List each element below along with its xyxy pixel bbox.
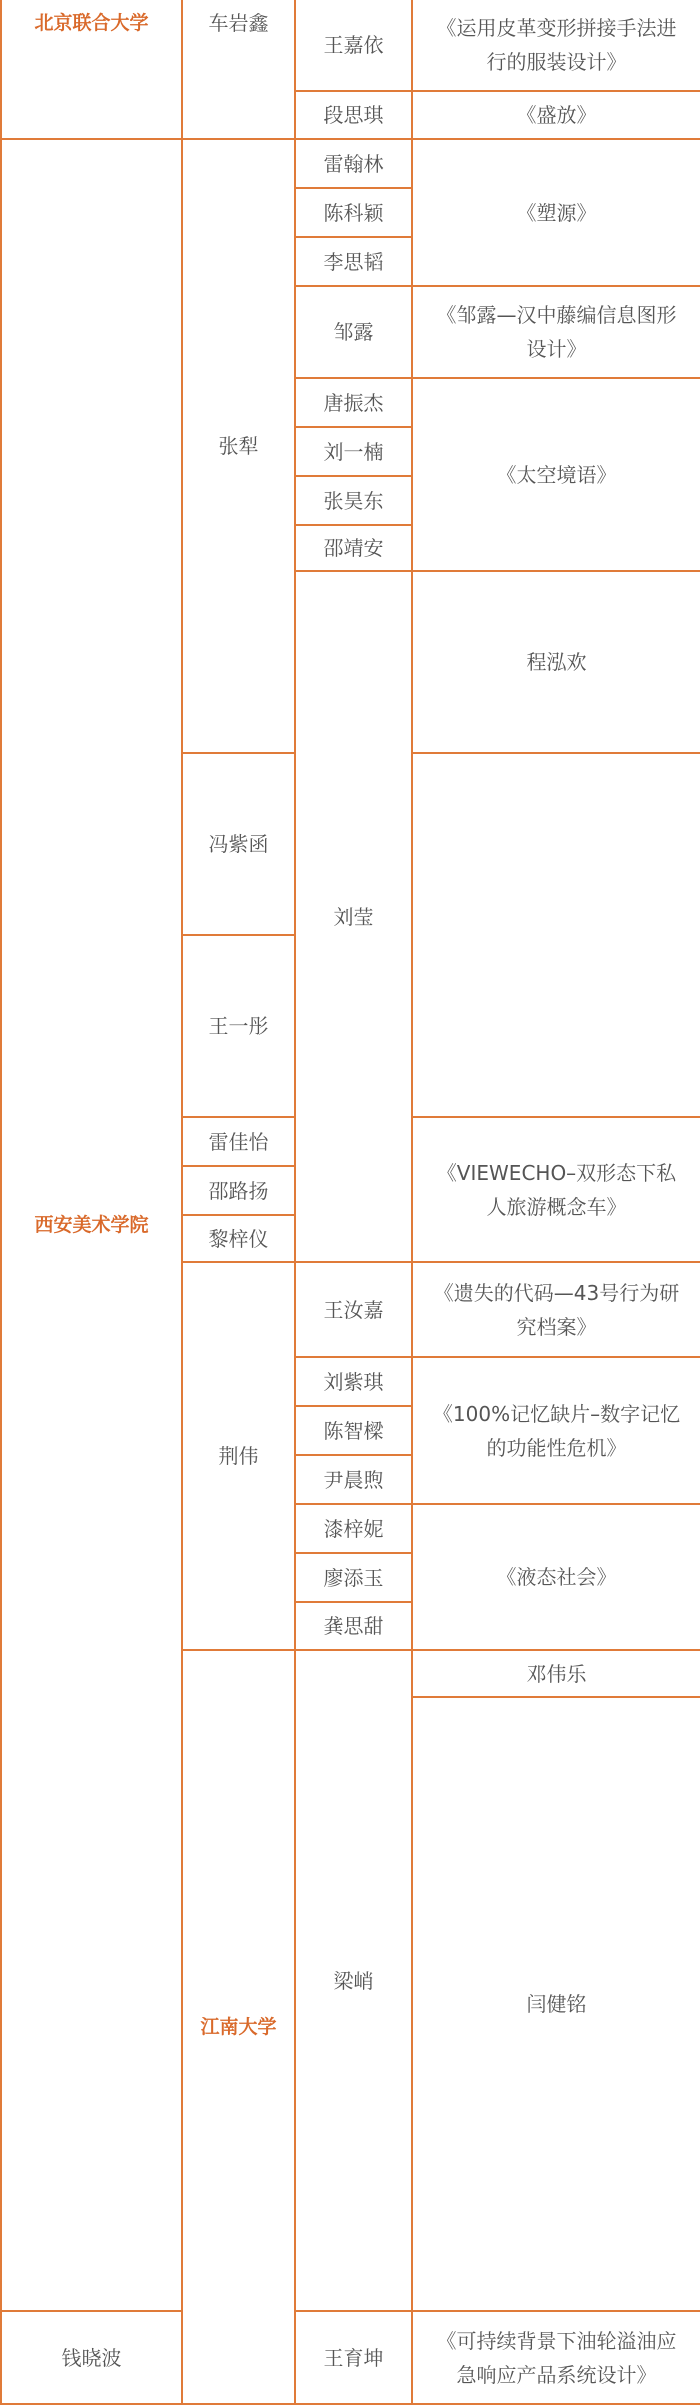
work-title-cell: 《塑源》 (412, 139, 700, 286)
student-cell: 邹露 (295, 286, 412, 378)
student-cell: 雷翰林 (295, 139, 412, 188)
student-cell: 龚思甜 (295, 1602, 412, 1650)
work-title-cell: 《邹露—汉中藤编信息图形设计》 (412, 286, 700, 378)
table-row (1, 0, 700, 91)
student-cell: 王汝嘉 (295, 1262, 412, 1357)
advisor-cell: 梁峭 (295, 1650, 412, 2311)
school-cell: 江南大学 (182, 1650, 295, 2404)
advisor-cell: 钱晓波 (1, 2311, 182, 2404)
advisor-cell: 荆伟 (182, 1262, 295, 1650)
student-cell: 冯紫函 (182, 753, 295, 935)
table-row (1, 139, 700, 188)
student-cell: 王一彤 (182, 935, 295, 1117)
work-title-cell: 《可持续背景下油轮溢油应急响应产品系统设计》 (412, 2311, 700, 2404)
student-cell: 漆梓妮 (295, 1504, 412, 1553)
student-cell: 王育坤 (295, 2311, 412, 2404)
work-title-cell: 《运用皮革变形拼接手法进行的服装设计》 (412, 0, 700, 91)
school-cell: 北京联合大学 (1, 0, 182, 139)
student-cell: 陈科颖 (295, 188, 412, 237)
student-cell: 邓伟乐 (412, 1650, 700, 1697)
student-cell: 邵靖安 (295, 525, 412, 571)
student-cell: 程泓欢 (412, 571, 700, 753)
table-row (1, 2311, 700, 2404)
work-title-cell: 《液态社会》 (412, 1504, 700, 1650)
student-cell: 廖添玉 (295, 1553, 412, 1602)
work-title-cell: 《太空境语》 (412, 378, 700, 571)
student-cell: 刘紫琪 (295, 1357, 412, 1406)
student-cell: 黎梓仪 (182, 1215, 295, 1262)
advisor-cell: 刘莹 (295, 571, 412, 1262)
award-table-body (1, 0, 700, 2404)
work-title-cell: 《100%记忆缺片–数字记忆的功能性危机》 (412, 1357, 700, 1504)
school-cell: 西安美术学院 (1, 139, 182, 2311)
advisor-cell: 张犁 (182, 139, 295, 753)
student-cell: 尹晨煦 (295, 1455, 412, 1504)
student-cell: 刘一楠 (295, 427, 412, 476)
student-cell: 张昊东 (295, 476, 412, 525)
work-title-cell: 《遗失的代码—43号行为研究档案》 (412, 1262, 700, 1357)
student-cell: 雷佳怡 (182, 1117, 295, 1166)
student-cell: 唐振杰 (295, 378, 412, 427)
advisor-cell: 车岩鑫 (182, 0, 295, 139)
student-cell: 邵路扬 (182, 1166, 295, 1215)
work-title-cell: 《VIEWECHO–双形态下私人旅游概念车》 (412, 1117, 700, 1262)
student-cell: 段思琪 (295, 91, 412, 139)
student-cell: 陈智樑 (295, 1406, 412, 1455)
student-cell: 李思韬 (295, 237, 412, 286)
work-title-cell: 《盛放》 (412, 91, 700, 139)
student-cell: 闫健铭 (412, 1697, 700, 2311)
student-cell: 王嘉依 (295, 0, 412, 91)
